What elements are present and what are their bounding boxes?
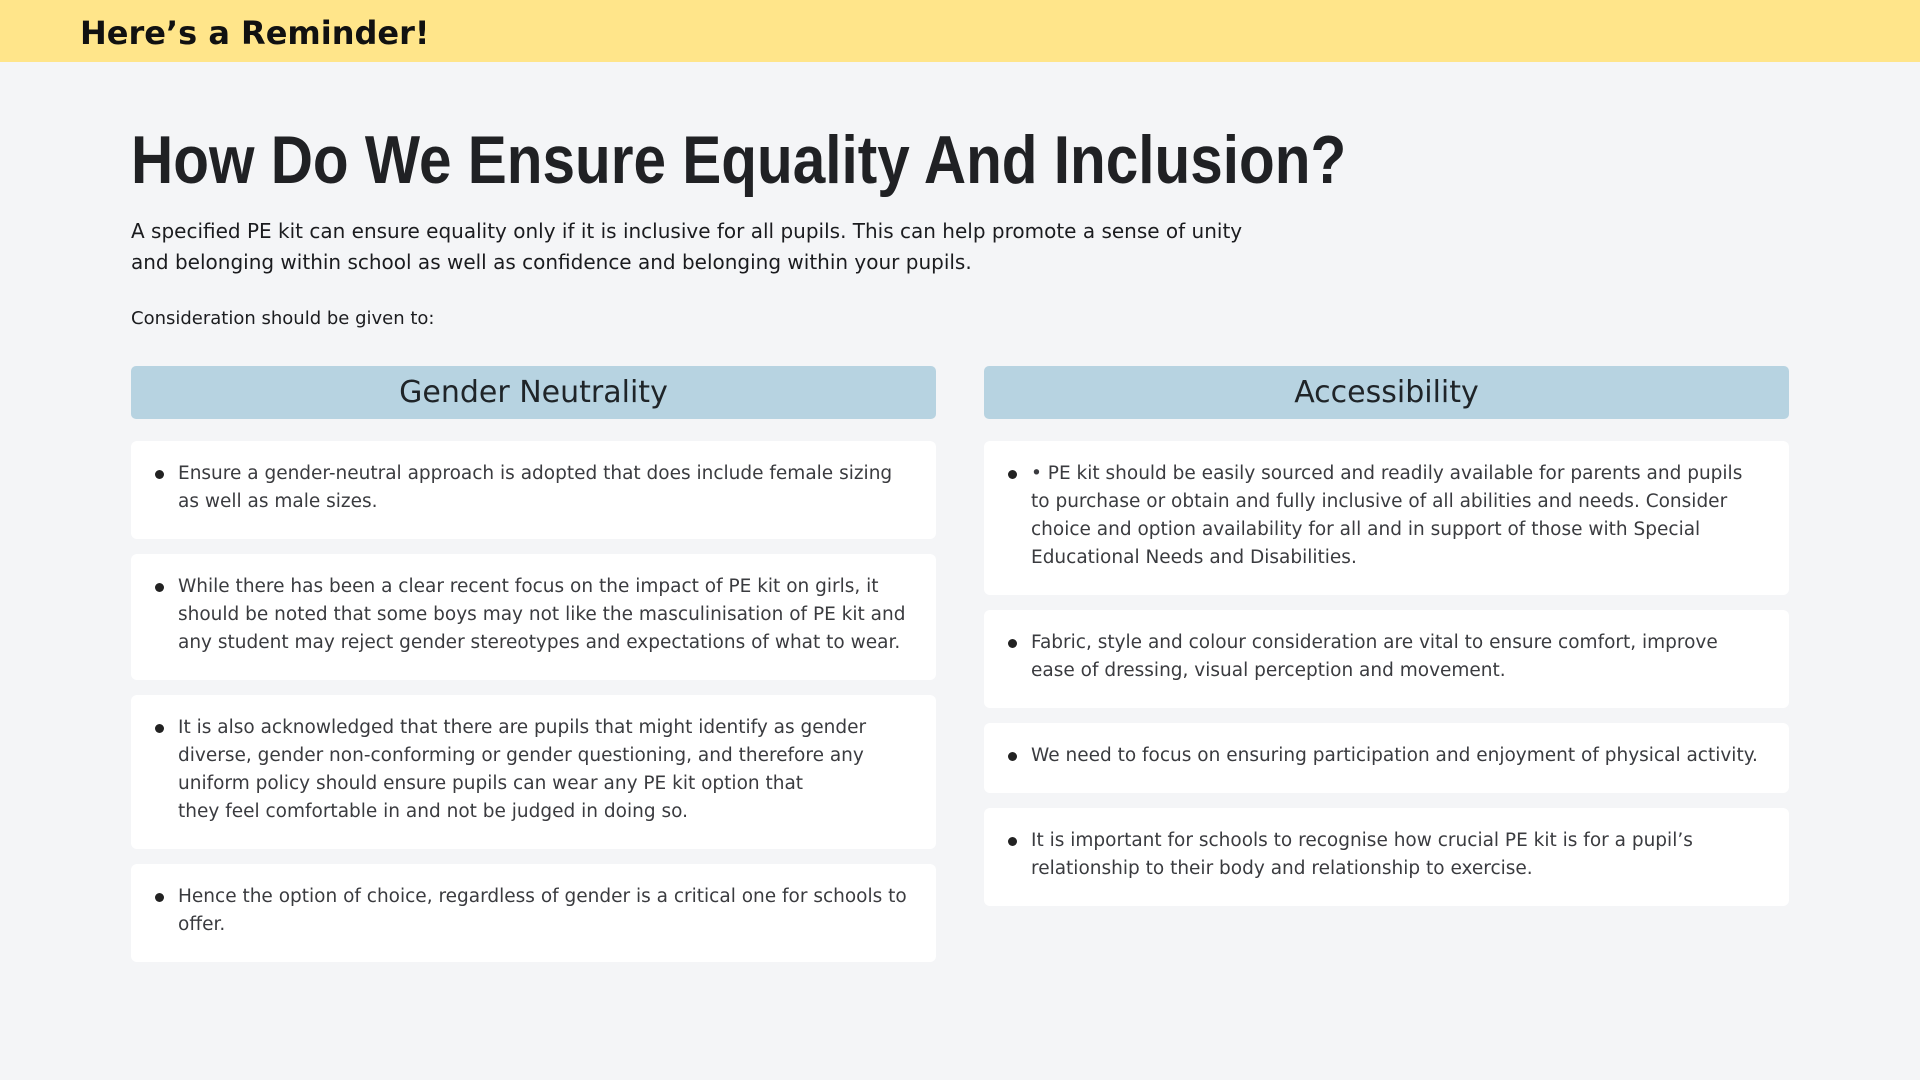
gender-neutrality-cards <box>131 441 936 962</box>
bullet-icon <box>1008 470 1017 479</box>
list-item <box>984 808 1789 906</box>
list-item-text: We need to focus on ensuring participation and enjoyment of physical activity. <box>1031 745 1758 766</box>
list-item-text: It is important for schools to recognise how crucial PE kit is for a pupil’s relationship to their body and relationship to exercise. <box>1031 830 1693 879</box>
bullet-icon <box>1008 837 1017 846</box>
gender-neutrality-heading: Gender Neutrality <box>131 366 936 419</box>
list-item <box>131 695 936 849</box>
list-item <box>984 441 1789 595</box>
list-item <box>984 610 1789 708</box>
bullet-icon <box>1008 639 1017 648</box>
list-item-text: • PE kit should be easily sourced and readily available for parents and pupils to purchase or obtain and fully inclusive of all abilities and needs. Consider choice and option availability for all and in support of those with Special Educational Needs and Disabilities. <box>1031 463 1743 568</box>
list-item-text: Ensure a gender-neutral approach is adopted that does include female sizing as well as male sizes. <box>178 463 893 512</box>
list-item <box>131 864 936 962</box>
banner-title: Here’s a Reminder! <box>80 14 430 52</box>
list-item <box>131 554 936 680</box>
list-item-text: Fabric, style and colour consideration are vital to ensure comfort, improve ease of dressing, visual perception and movement. <box>1031 632 1718 681</box>
list-item-text: Hence the option of choice, regardless of gender is a critical one for schools to offer. <box>178 886 907 935</box>
bullet-icon <box>155 470 164 479</box>
list-item-text: It is also acknowledged that there are pupils that might identify as gender diverse, gender non-conforming or gender questioning, and therefore any uniform policy should ensure pupils can wear any PE kit option that they feel comfortable in and not be judged in doing so. <box>178 717 867 822</box>
bullet-icon <box>155 724 164 733</box>
bullet-icon <box>1008 752 1017 761</box>
reminder-banner <box>0 0 1920 62</box>
list-item-text: While there has been a clear recent focus on the impact of PE kit on girls, it should be noted that some boys may not like the masculinisation of PE kit and any student may reject gender stereotypes and expectations of what to wear. <box>178 576 906 653</box>
page-title: How Do We Ensure Equality And Inclusion? <box>131 122 1347 198</box>
consideration-label: Consideration should be given to: <box>131 308 435 329</box>
intro-paragraph: A specified PE kit can ensure equality only if it is inclusive for all pupils. This can help promote a sense of unity and belonging within school as well as confidence and belonging within your pupils. <box>131 219 1243 274</box>
accessibility-heading: Accessibility <box>984 366 1789 419</box>
list-item <box>984 723 1789 793</box>
gender-neutrality-column <box>131 366 936 977</box>
bullet-icon <box>155 583 164 592</box>
bullet-icon <box>155 893 164 902</box>
accessibility-cards <box>984 441 1789 906</box>
list-item <box>131 441 936 539</box>
accessibility-column <box>984 366 1789 921</box>
main-content <box>131 118 1789 329</box>
